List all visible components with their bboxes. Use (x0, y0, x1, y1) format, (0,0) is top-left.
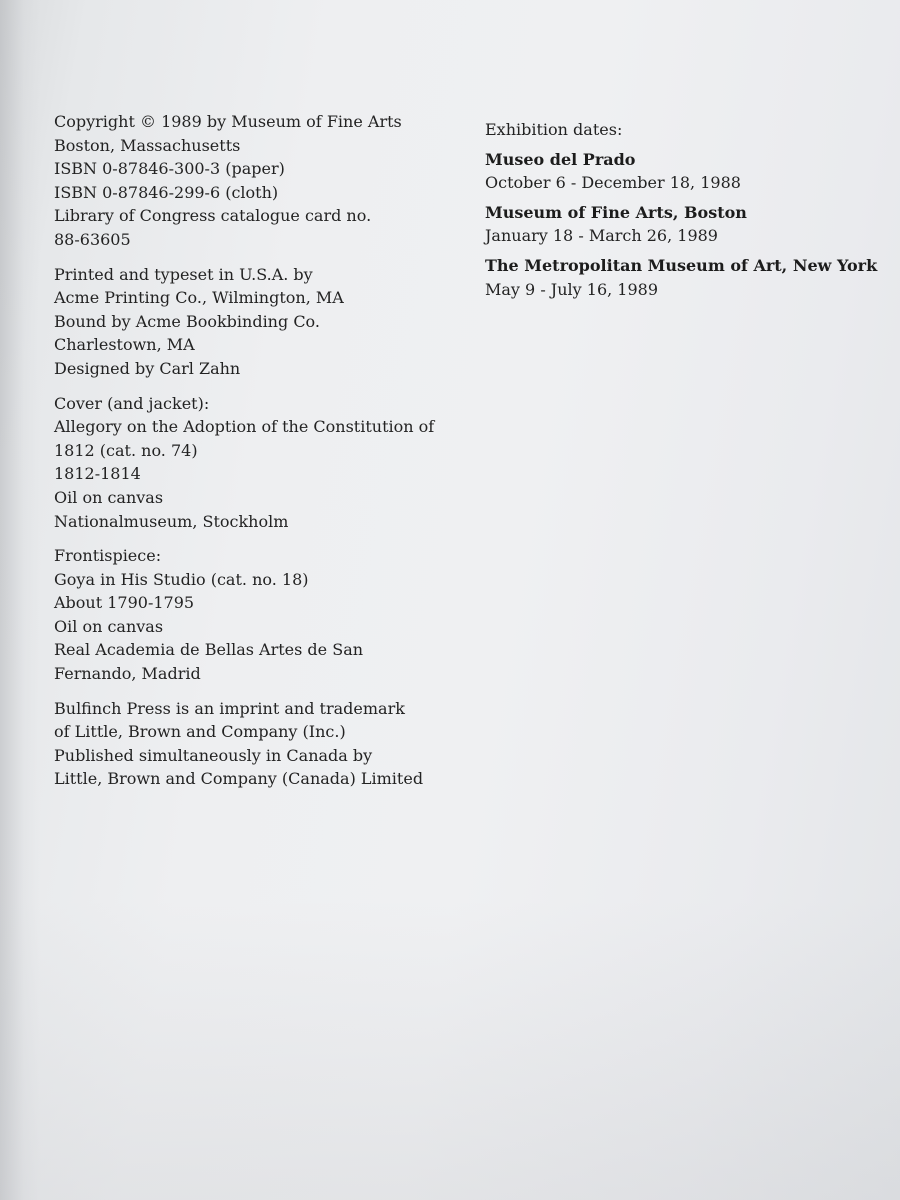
frontispiece-block (54, 544, 454, 686)
venue-entry (485, 254, 885, 301)
page-bottom-shadow (0, 900, 900, 1200)
colophon-column (54, 110, 454, 802)
frontispiece-collection-cont: Fernando, Madrid (54, 664, 201, 684)
exhibition-column (485, 118, 885, 301)
isbn-paper: ISBN 0-87846-300-3 (paper) (54, 159, 285, 179)
cover-collection: Nationalmuseum, Stockholm (54, 511, 289, 531)
publisher-line-4: Little, Brown and Company (Canada) Limited (54, 769, 424, 789)
cover-credit-block (54, 392, 454, 534)
venue-dates: May 9 - July 16, 1989 (485, 279, 659, 299)
publisher-line-3: Published simultaneously in Canada by (54, 745, 373, 765)
venue-name: The Metropolitan Museum of Art, New York (485, 255, 878, 275)
printing-block (54, 263, 454, 381)
isbn-cloth: ISBN 0-87846-299-6 (cloth) (54, 182, 279, 202)
venue-name: Museo del Prado (485, 149, 636, 169)
cover-title-cont: 1812 (cat. no. 74) (54, 440, 198, 460)
cover-title: Allegory on the Adoption of the Constitution of (54, 417, 435, 437)
publisher-block (54, 697, 454, 791)
venue-dates: October 6 - December 18, 1988 (485, 173, 741, 193)
loc-number: 88-63605 (54, 229, 131, 249)
frontispiece-medium: Oil on canvas (54, 616, 164, 636)
loc-label: Library of Congress catalogue card no. (54, 206, 372, 226)
binder-place: Charlestown, MA (54, 335, 195, 355)
publisher-line-1: Bulfinch Press is an imprint and trademark (54, 698, 405, 718)
copyright-block (54, 110, 454, 252)
copyright-place: Boston, Massachusetts (54, 135, 241, 155)
printer-line: Acme Printing Co., Wilmington, MA (54, 288, 344, 308)
designer-line: Designed by Carl Zahn (54, 358, 241, 378)
frontispiece-collection: Real Academia de Bellas Artes de San (54, 640, 364, 660)
frontispiece-title: Goya in His Studio (cat. no. 18) (54, 569, 309, 589)
cover-date: 1812-1814 (54, 464, 141, 484)
exhibition-heading: Exhibition dates: (485, 120, 623, 139)
copyright-line: Copyright © 1989 by Museum of Fine Arts (54, 112, 402, 131)
frontispiece-date: About 1790-1795 (54, 593, 195, 613)
printed-line: Printed and typeset in U.S.A. by (54, 264, 313, 284)
binder-line: Bound by Acme Bookbinding Co. (54, 311, 320, 331)
venue-dates: January 18 - March 26, 1989 (485, 226, 718, 246)
cover-medium: Oil on canvas (54, 487, 164, 507)
frontispiece-label: Frontispiece: (54, 546, 162, 566)
venue-entry (485, 148, 885, 195)
publisher-line-2: of Little, Brown and Company (Inc.) (54, 722, 346, 742)
cover-label: Cover (and jacket): (54, 393, 210, 413)
venue-name: Museum of Fine Arts, Boston (485, 202, 747, 222)
venue-entry (485, 201, 885, 248)
